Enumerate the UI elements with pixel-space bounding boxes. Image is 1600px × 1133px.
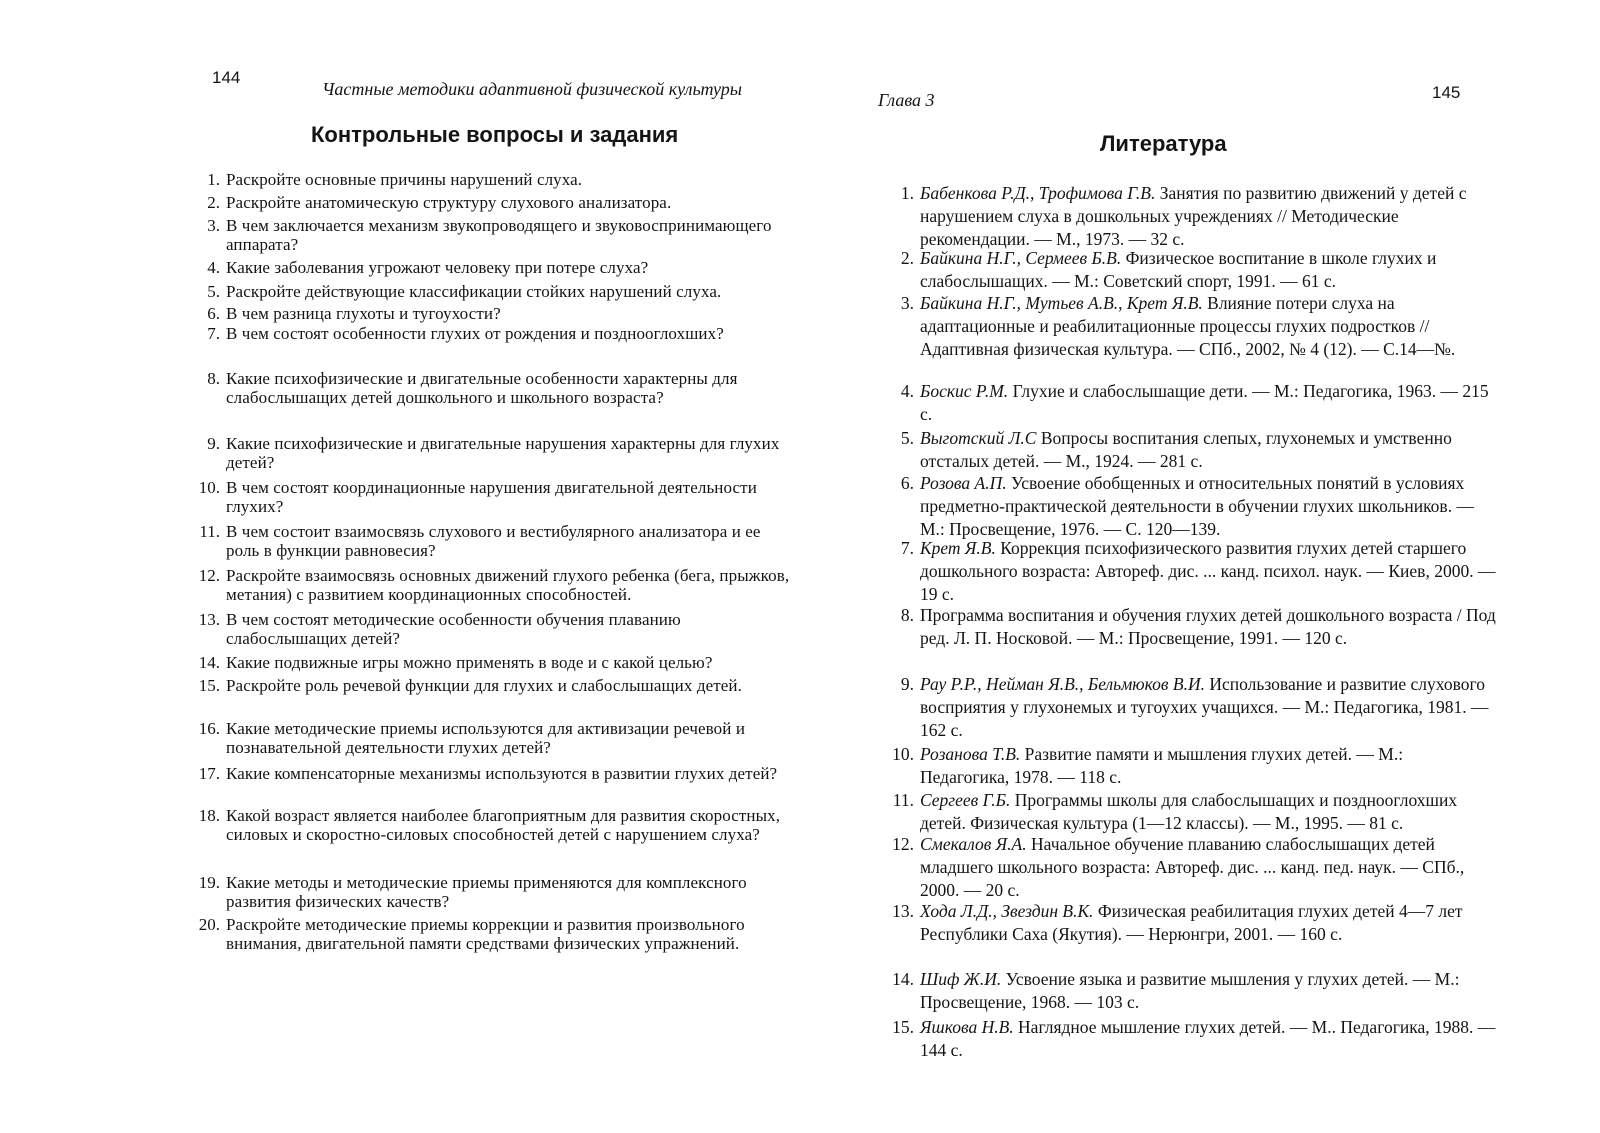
item-text: В чем состоят координационные нарушения двигательной деятельности глухих? bbox=[226, 478, 757, 516]
item-number: 7. bbox=[900, 538, 914, 558]
reference-text: Усвоение обобщенных и относительных понятий в условиях предметно-практической деятельности в обучении глухих школьников. — М.: Просвещение, 1976. — С. 120—139. bbox=[920, 473, 1474, 539]
reference-item bbox=[876, 673, 1496, 742]
reference-text: Коррекция психофизического развития глухих детей старшего дошкольного возраста: Автореф. дис. ... канд. психол. наук. — Киев, 2000. — 19 с. bbox=[920, 538, 1496, 604]
item-number: 20. bbox=[198, 915, 220, 934]
page-number: 144 bbox=[212, 68, 241, 87]
reference-author: Крет Я.В. bbox=[920, 538, 996, 558]
reference-author: Рау Р.Р., Нейман Я.В., Бельмюков В.И. bbox=[920, 674, 1205, 694]
item-number: 3. bbox=[900, 293, 914, 313]
item-text: Раскройте действующие классификации стойких нарушений слуха. bbox=[226, 282, 722, 301]
item-text: Какой возраст является наиболее благоприятным для развития скоростных, силовых и скоростно-силовых способностей детей с нарушением слуха? bbox=[226, 806, 781, 844]
list-item bbox=[170, 478, 800, 516]
reference-author: Байкина Н.Г., Мутьев А.В., Крет Я.В. bbox=[920, 293, 1203, 313]
item-number: 6. bbox=[900, 473, 914, 493]
item-text: Раскройте основные причины нарушений слуха. bbox=[226, 170, 583, 189]
reference-text: Вопросы воспитания слепых, глухонемых и умственно отсталых детей. — М., 1924. — 281 с. bbox=[920, 428, 1452, 471]
item-number: 11. bbox=[892, 790, 914, 810]
item-text: Раскройте методические приемы коррекции и развития произвольного внимания, двигательной памяти средствами физических упражнений. bbox=[226, 915, 745, 953]
item-number: 12. bbox=[892, 834, 914, 854]
list-item bbox=[170, 170, 800, 189]
list-item bbox=[170, 216, 800, 254]
list-item bbox=[170, 522, 800, 560]
item-number: 13. bbox=[892, 901, 914, 921]
list-item bbox=[170, 324, 800, 343]
item-number: 2. bbox=[207, 193, 220, 212]
item-text: Какие психофизические и двигательные нарушения характерны для глухих детей? bbox=[226, 434, 780, 472]
list-item bbox=[170, 566, 800, 604]
item-text: Раскройте роль речевой функции для глухих и слабослышащих детей. bbox=[226, 676, 742, 695]
reference-author: Байкина Н.Г., Сермеев Б.В. bbox=[920, 248, 1122, 268]
list-item bbox=[170, 764, 800, 783]
item-number: 2. bbox=[900, 248, 914, 268]
running-header: Частные методики адаптивной физической культуры bbox=[322, 79, 742, 99]
list-item bbox=[170, 434, 800, 472]
reference-item bbox=[876, 968, 1496, 1014]
item-text: Какие методические приемы используются для активизации речевой и познавательной деятельности глухих детей? bbox=[226, 719, 746, 757]
list-item bbox=[170, 282, 800, 301]
reference-item bbox=[876, 604, 1496, 650]
reference-author: Выготский Л.С bbox=[920, 428, 1037, 448]
list-item bbox=[170, 676, 800, 695]
item-number: 5. bbox=[207, 282, 220, 301]
reference-item bbox=[876, 1016, 1496, 1062]
reference-item bbox=[876, 472, 1496, 541]
item-number: 1. bbox=[900, 183, 914, 203]
item-number: 8. bbox=[207, 369, 220, 388]
item-text: В чем заключается механизм звукопроводящего и звуковоспринимающего аппарата? bbox=[226, 216, 772, 254]
item-number: 14. bbox=[892, 969, 914, 989]
item-text: Какие психофизические и двигательные особенности характерны для слабослышащих детей дошкольного и школьного возраста? bbox=[226, 369, 738, 407]
section-heading: Литература bbox=[1100, 131, 1227, 156]
reference-item bbox=[876, 182, 1496, 251]
reference-text: Программа воспитания и обучения глухих детей дошкольного возраста / Под ред. Л. П. Носковой. — М.: Просвещение, 1991. — 120 с. bbox=[920, 605, 1496, 648]
reference-author: Шиф Ж.И. bbox=[920, 969, 1002, 989]
reference-author: Боскис Р.М. bbox=[920, 381, 1009, 401]
reference-text: Занятия по развитию движений у детей с нарушением слуха в дошкольных учреждениях // Методические рекомендации. — М., 1973. — 32 с. bbox=[920, 183, 1467, 249]
item-number: 10. bbox=[892, 744, 914, 764]
reference-item bbox=[876, 743, 1496, 789]
item-number: 3. bbox=[207, 216, 220, 235]
right-page bbox=[860, 0, 1600, 1133]
item-number: 17. bbox=[198, 764, 220, 783]
item-text: Раскройте анатомическую структуру слухового анализатора. bbox=[226, 193, 672, 212]
list-item bbox=[170, 258, 800, 277]
reference-item bbox=[876, 789, 1496, 835]
item-number: 15. bbox=[892, 1017, 914, 1037]
reference-author: Хода Л.Д., Звездин В.К. bbox=[920, 901, 1094, 921]
item-number: 12. bbox=[198, 566, 220, 585]
item-number: 1. bbox=[207, 170, 220, 189]
item-number: 9. bbox=[207, 434, 220, 453]
reference-item bbox=[876, 833, 1496, 902]
reference-author: Яшкова Н.В. bbox=[920, 1017, 1014, 1037]
reference-item bbox=[876, 900, 1496, 946]
reference-text: Развитие памяти и мышления глухих детей. — М.: Педагогика, 1978. — 118 с. bbox=[920, 744, 1404, 787]
reference-text: Начальное обучение плаванию слабослышащих детей младшего школьного возраста: Автореф. дис. ... канд. пед. наук. — СПб., 2000. — 20 с. bbox=[920, 834, 1465, 900]
item-number: 19. bbox=[198, 873, 220, 892]
item-text: Какие заболевания угрожают человеку при потере слуха? bbox=[226, 258, 649, 277]
reference-text: Физическая реабилитация глухих детей 4—7 лет Республики Саха (Якутия). — Нерюнгри, 2001. — 160 с. bbox=[920, 901, 1463, 944]
item-number: 8. bbox=[900, 605, 914, 625]
reference-text: Физическое воспитание в школе глухих и слабослышащих. — М.: Советский спорт, 1991. — 61 с. bbox=[920, 248, 1437, 291]
item-text: Какие подвижные игры можно применять в воде и с какой целью? bbox=[226, 653, 713, 672]
item-number: 9. bbox=[900, 674, 914, 694]
list-item bbox=[170, 610, 800, 648]
item-text: В чем состоят методические особенности обучения плаванию слабослышащих детей? bbox=[226, 610, 681, 648]
reference-text: Наглядное мышление глухих детей. — М.. Педагогика, 1988. — 144 с. bbox=[920, 1017, 1496, 1060]
list-item bbox=[170, 653, 800, 672]
reference-text: Влияние потери слуха на адаптационные и реабилитационные процессы глухих подростков // Адаптивная физическая культура. — СПб., 2002, № 4 (12). — С.14—№. bbox=[920, 293, 1456, 359]
reference-item bbox=[876, 247, 1496, 293]
list-item bbox=[170, 915, 800, 953]
item-number: 18. bbox=[198, 806, 220, 825]
reference-text: Программы школы для слабослышащих и позднооглохших детей. Физическая культура (1—12 классы). — М., 1995. — 81 с. bbox=[920, 790, 1458, 833]
reference-item bbox=[876, 380, 1496, 426]
item-number: 10. bbox=[198, 478, 220, 497]
item-text: Раскройте взаимосвязь основных движений глухого ребенка (бега, прыжков, метания) с развитием координационных способностей. bbox=[226, 566, 790, 604]
reference-item bbox=[876, 292, 1496, 361]
list-item bbox=[170, 719, 800, 757]
reference-item bbox=[876, 427, 1496, 473]
item-number: 4. bbox=[207, 258, 220, 277]
section-heading: Контрольные вопросы и задания bbox=[311, 122, 679, 147]
reference-author: Розанова Т.В. bbox=[920, 744, 1021, 764]
item-number: 13. bbox=[198, 610, 220, 629]
item-text: В чем состоит взаимосвязь слухового и вестибулярного анализатора и ее роль в функции равновесия? bbox=[226, 522, 761, 560]
item-number: 11. bbox=[199, 522, 220, 541]
item-text: Какие методы и методические приемы применяются для комплексного развития физических качеств? bbox=[226, 873, 747, 911]
item-number: 15. bbox=[198, 676, 220, 695]
item-number: 5. bbox=[900, 428, 914, 448]
item-number: 14. bbox=[198, 653, 220, 672]
item-text: Какие компенсаторные механизмы используются в развитии глухих детей? bbox=[226, 764, 778, 783]
list-item bbox=[170, 873, 800, 911]
item-number: 6. bbox=[207, 304, 220, 323]
item-text: В чем разница глухоты и тугоухости? bbox=[226, 304, 501, 323]
reference-author: Сергеев Г.Б. bbox=[920, 790, 1011, 810]
item-number: 16. bbox=[198, 719, 220, 738]
page-number: 145 bbox=[1432, 83, 1461, 102]
item-number: 4. bbox=[900, 381, 914, 401]
reference-item bbox=[876, 537, 1496, 606]
reference-text: Усвоение языка и развитие мышления у глухих детей. — М.: Просвещение, 1968. — 103 с. bbox=[920, 969, 1460, 1012]
item-text: В чем состоят особенности глухих от рождения и позднооглохших? bbox=[226, 324, 724, 343]
running-header: Глава 3 bbox=[878, 90, 935, 110]
list-item bbox=[170, 304, 800, 323]
item-number: 7. bbox=[207, 324, 220, 343]
reference-author: Смекалов Я.А. bbox=[920, 834, 1027, 854]
reference-text: Глухие и слабослышащие дети. — М.: Педагогика, 1963. — 215 с. bbox=[920, 381, 1489, 424]
reference-text: Использование и развитие слухового восприятия у глухонемых и тугоухих учащихся. — М.: Педагогика, 1981. — 162 с. bbox=[920, 674, 1489, 740]
reference-author: Бабенкова Р.Д., Трофимова Г.В. bbox=[920, 183, 1156, 203]
list-item bbox=[170, 806, 800, 844]
list-item bbox=[170, 369, 800, 407]
list-item bbox=[170, 193, 800, 212]
reference-author: Розова А.П. bbox=[920, 473, 1007, 493]
